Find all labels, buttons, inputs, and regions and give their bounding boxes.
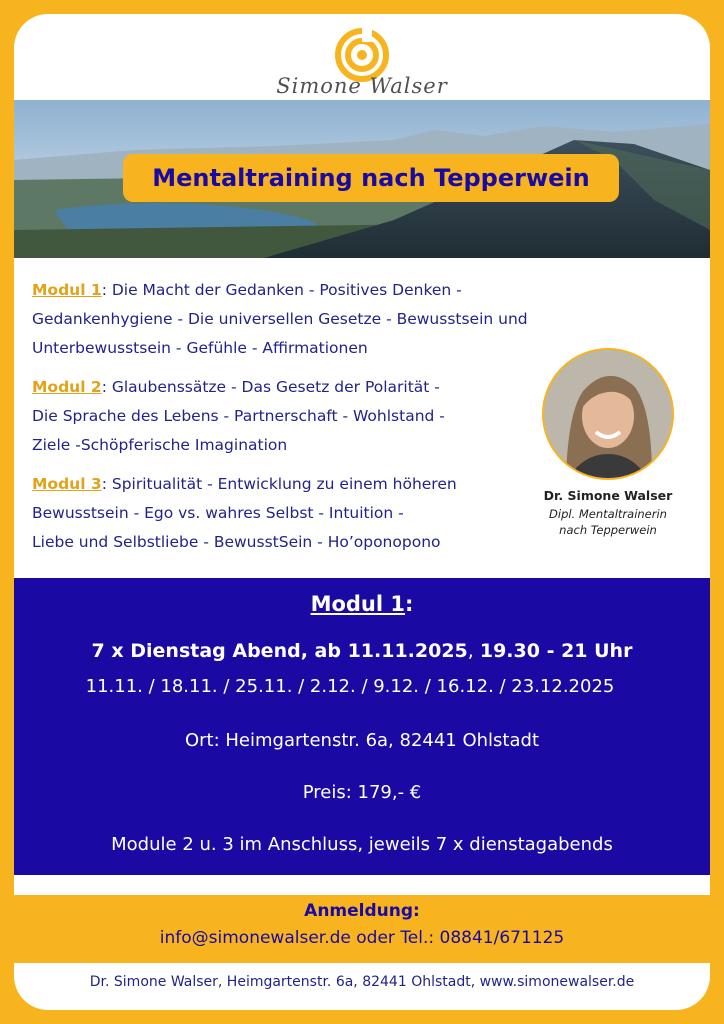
page-title: Mentaltraining nach Tepperwein [152, 164, 590, 192]
course-heading-colon: : [405, 592, 414, 616]
trainer-title-line: nach Tepperwein [559, 523, 657, 537]
schedule-time: 19.30 - 21 Uhr [479, 640, 633, 662]
title-box [123, 154, 619, 202]
logo-text: Simone Walser [276, 74, 448, 98]
trainer-name: Dr. Simone Walser [543, 488, 673, 503]
module-text: Gedankenhygiene - Die universellen Gesetze - Bewusstsein und [32, 310, 528, 328]
module-text: : Glaubenssätze - Das Gesetz der Polarität - [101, 378, 440, 396]
course-heading [14, 592, 710, 616]
module-label: Modul 1 [32, 281, 102, 299]
course-dates: 11.11. / 18.11. / 25.11. / 2.12. / 9.12. / 16.12. / 23.12.2025 [85, 676, 615, 697]
module-text: Unterbewusstsein - Gefühle - Affirmationen [32, 339, 368, 357]
course-followup: Module 2 u. 3 im Anschluss, jeweils 7 x dienstagabends [111, 834, 613, 855]
course-details [14, 578, 710, 875]
module-text: : Die Macht der Gedanken - Positives Denken - [101, 281, 462, 299]
module-2 [32, 373, 552, 460]
trainer-portrait [542, 348, 674, 480]
schedule-days: 7 x Dienstag Abend, ab 11.11.2025 [91, 640, 468, 662]
module-list [32, 276, 552, 567]
portrait-image [544, 350, 672, 478]
footer: Dr. Simone Walser, Heimgartenstr. 6a, 82441 Ohlstadt, www.simonewalser.de [89, 974, 635, 990]
registration-contact: info@simonewalser.de oder Tel.: 08841/671125 [159, 928, 565, 948]
module-text: : Spiritualität - Entwicklung zu einem höheren [101, 475, 457, 493]
module-line [32, 373, 552, 402]
module-1 [32, 276, 552, 363]
course-heading-text: Modul 1 [310, 592, 406, 616]
banner [14, 100, 710, 258]
course-location: Ort: Heimgartenstr. 6a, 82441 Ohlstadt [184, 730, 539, 751]
module-text: Bewusstsein - Ego vs. wahres Selbst - Intuition - [32, 504, 404, 522]
trainer-title [516, 506, 700, 538]
module-line [32, 470, 552, 499]
module-text: Ziele -Schöpferische Imagination [32, 436, 288, 454]
module-label: Modul 2 [32, 378, 102, 396]
trainer-title-line: Dipl. Mentaltrainerin [549, 507, 667, 521]
logo [14, 28, 710, 108]
module-3 [32, 470, 552, 557]
schedule-separator: , [467, 640, 474, 662]
module-text: Die Sprache des Lebens - Partnerschaft - Wohlstand - [32, 407, 445, 425]
course-schedule [14, 640, 710, 662]
registration [14, 895, 710, 963]
registration-heading: Anmeldung: [304, 901, 420, 921]
course-price: Preis: 179,- € [302, 782, 422, 803]
module-label: Modul 3 [32, 475, 102, 493]
module-line [32, 276, 552, 305]
module-text: Liebe und Selbstliebe - BewusstSein - Ho’oponopono [32, 533, 441, 551]
flyer-card [14, 14, 710, 1010]
